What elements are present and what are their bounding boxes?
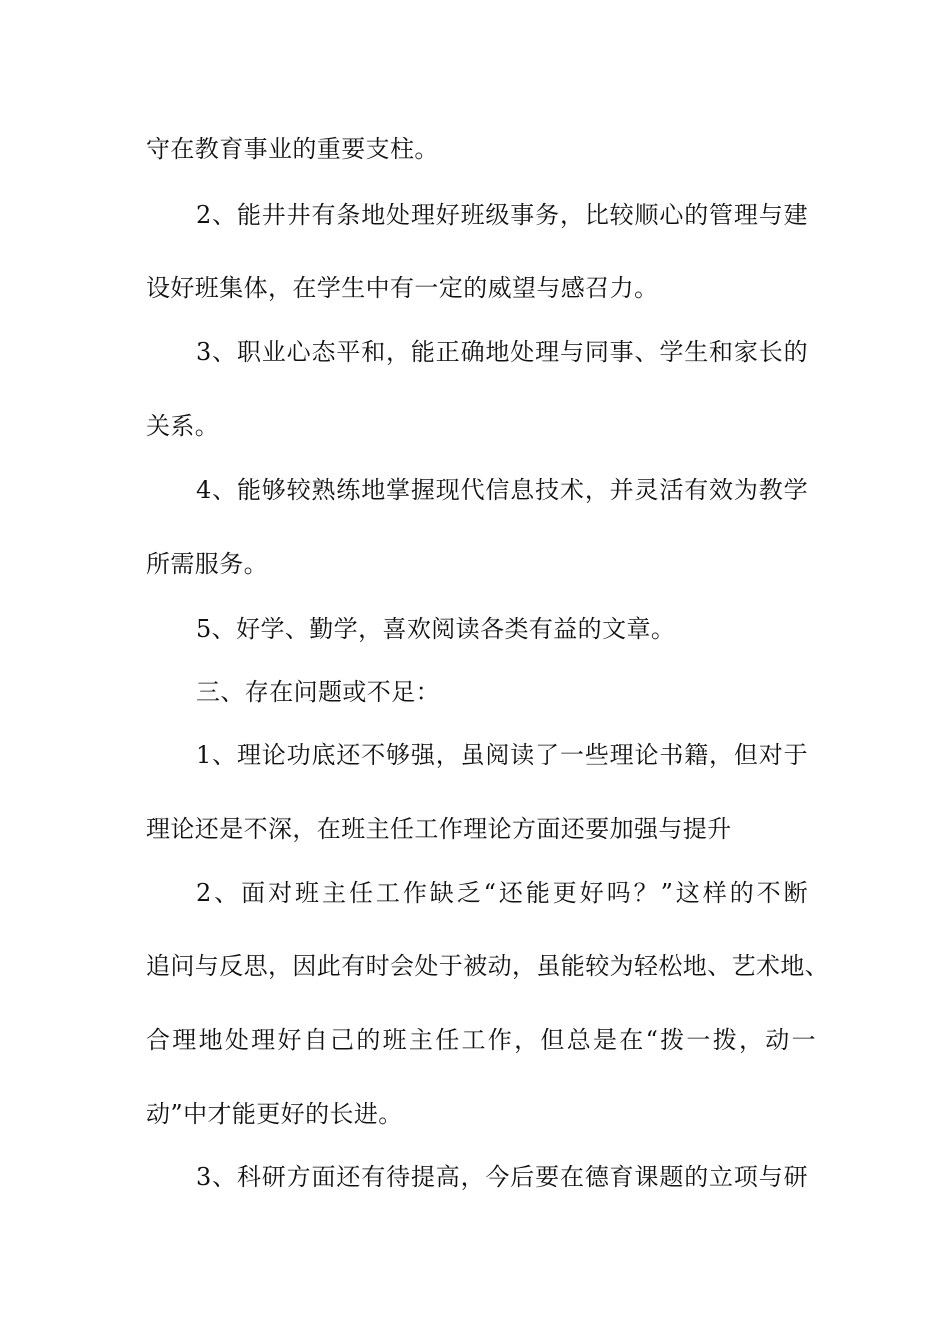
paragraph-line: 关系。 bbox=[146, 412, 220, 440]
paragraph-line: 2、能井井有条地处理好班级事务，比较顺心的管理与建 bbox=[196, 201, 808, 229]
paragraph-line: 5、好学、勤学，喜欢阅读各类有益的文章。 bbox=[196, 615, 676, 643]
paragraph-line: 3、科研方面还有待提高，今后要在德育课题的立项与研 bbox=[196, 1163, 808, 1191]
paragraph-line: 3、职业心态平和，能正确地处理与同事、学生和家长的 bbox=[196, 338, 808, 366]
paragraph-line: 1、理论功底还不够强，虽阅读了一些理论书籍，但对于 bbox=[196, 741, 808, 769]
paragraph-line: 理论还是不深，在班主任工作理论方面还要加强与提升 bbox=[146, 815, 732, 843]
paragraph-line: 守在教育事业的重要支柱。 bbox=[146, 135, 439, 163]
paragraph-line: 设好班集体，在学生中有一定的威望与感召力。 bbox=[146, 274, 659, 302]
paragraph-line: 动”中才能更好的长进。 bbox=[146, 1100, 403, 1128]
paragraph-line: 合理地处理好自己的班主任工作，但总是在“拨一拨，动一 bbox=[146, 1026, 816, 1054]
paragraph-line: 追问与反思，因此有时会处于被动，虽能较为轻松地、艺术地、 bbox=[146, 952, 830, 980]
paragraph-line: 4、能够较熟练地掌握现代信息技术，并灵活有效为教学 bbox=[196, 476, 808, 504]
paragraph-line: 所需服务。 bbox=[146, 550, 268, 578]
paragraph-line: 2、面对班主任工作缺乏“还能更好吗？”这样的不断 bbox=[196, 879, 808, 907]
section-heading: 三、存在问题或不足： bbox=[196, 678, 440, 706]
